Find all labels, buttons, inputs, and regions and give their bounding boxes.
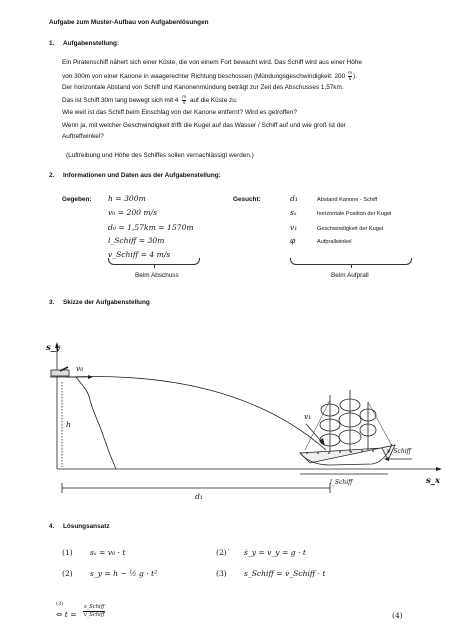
- section-2-title: Informationen und Daten aus der Aufgabenstellung:: [63, 172, 221, 179]
- unit-num: m: [182, 95, 187, 100]
- eq2p-number: (2)˙: [216, 548, 231, 557]
- task-line-8: (Luftreibung und Höhe des Schiffes sollen vernachlässigt werden.): [66, 152, 254, 159]
- sketch-label-sx: s_x: [426, 476, 441, 486]
- sketch-label-h: h: [66, 420, 71, 429]
- sought-sym-phi: φ: [290, 236, 296, 245]
- task-line-2-end: ).: [352, 73, 357, 81]
- sought-desc-phi: Aufprallwinkel: [317, 239, 352, 245]
- sought-label: Gesucht:: [233, 196, 261, 203]
- eq2-number: (2): [62, 569, 73, 578]
- eq4-number: (4): [392, 611, 403, 620]
- sketch-label-vschiff: v_Schiff: [387, 448, 411, 455]
- sketch-label-sy: s_y: [46, 343, 60, 353]
- section-2-number: 2.: [49, 172, 55, 179]
- section-1-number: 1.: [49, 40, 55, 47]
- task-line-2-text: von 300m von einer Kanone in waagerechter Richtung beschossen (Mündungsgeschwindigkeit: 200: [62, 73, 346, 81]
- unit-num: m: [347, 71, 352, 76]
- implication-den: v_Schiff: [83, 612, 105, 618]
- section-3-number: 3.: [49, 299, 55, 306]
- task-line-3: Der horizontale Abstand von Schiff und Kanonenmündung beträgt zur Zeit des Abschusses 1,57km.: [62, 84, 344, 91]
- sketch-label-v1: v₁: [304, 412, 312, 421]
- section-4-heading: [49, 523, 110, 530]
- implication-number: (3): [56, 601, 64, 607]
- page-title: Aufgabe zum Muster-Aufbau von Aufgabenlösungen: [49, 19, 209, 26]
- eq3-number: (3): [216, 569, 227, 578]
- task-line-1: Ein Piratenschiff nähert sich einer Küste, die von einem Fort bewacht wird. Das Schiff wird aus einer Höhe: [62, 59, 362, 66]
- cliff-outline: [50, 377, 116, 469]
- eq1-number: (1): [62, 548, 73, 557]
- sought-sym-d1: d₁: [290, 194, 298, 203]
- unit-den: s: [348, 77, 352, 82]
- implication-num: s_Schiff: [84, 604, 105, 610]
- given-item-lschiff: l_Schiff = 30m: [108, 236, 165, 245]
- trajectory: [68, 376, 326, 450]
- sketch-label-v0: v₀: [76, 364, 84, 373]
- section-3-title: Skizze der Aufgabenstellung: [63, 299, 150, 306]
- sought-desc-sx: horizontale Position der Kugel: [317, 211, 392, 217]
- sought-desc-v1: Geschwindigkeit der Kugel: [317, 226, 384, 232]
- task-line-4-end: auf die Küste zu.: [189, 97, 238, 105]
- task-line-5: Wie weit ist das Schiff beim Einschlag von der Kanone entfernt? Wird es getroffen?: [62, 109, 297, 116]
- sketch-label-lschiff: l_Schiff: [330, 479, 353, 486]
- eq2p: ṡ_y = v_y = g · t: [244, 548, 306, 557]
- sketch-label-d1: d₁: [195, 492, 203, 501]
- eq3: s_Schiff = v_Schiff · t: [244, 569, 326, 578]
- eq2: s_y = h − ½ g · t²: [90, 569, 158, 578]
- given-item-v0: v₀ = 200 m/s: [108, 208, 158, 217]
- sought-sym-sx: sₓ: [290, 208, 297, 217]
- given-item-d0: d₀ = 1,57km = 1570m: [108, 223, 194, 232]
- unit-den: s: [182, 101, 186, 106]
- given-item-h: h = 300m: [108, 194, 146, 203]
- task-line-4-text: Das ist Schiff 30m lang bewegt sich mit 4: [62, 97, 179, 105]
- given-item-vschiff: v_Schiff = 4 m/s: [108, 250, 171, 259]
- given-label: Gegeben:: [62, 196, 92, 203]
- task-line-6: Wenn ja, mit welcher Geschwindigkeit trifft die Kugel auf das Wasser / Schiff auf und wie groß ist der: [62, 122, 346, 129]
- sought-desc-d1: Abstand Kanone - Schiff: [317, 197, 378, 203]
- sought-sym-v1: v₁: [290, 223, 298, 232]
- ship-rigging: [368, 402, 392, 446]
- eq1: sₓ = v₀ · t: [90, 548, 126, 557]
- implication-fraction: [83, 604, 105, 619]
- given-brace-label: Beim Abschuss: [135, 272, 179, 279]
- task-line-7: Auftreffwinkel?: [62, 133, 104, 140]
- x-axis-arrow: [436, 467, 442, 471]
- sought-brace-label: Beim Aufprall: [331, 272, 369, 279]
- section-4-title: Lösungsansatz: [63, 523, 110, 530]
- implication-lhs: ⇔ t =: [56, 610, 77, 619]
- v1-arrow: [306, 424, 322, 442]
- section-4-number: 4.: [49, 523, 55, 530]
- section-1-title: Aufgabenstellung:: [63, 40, 120, 47]
